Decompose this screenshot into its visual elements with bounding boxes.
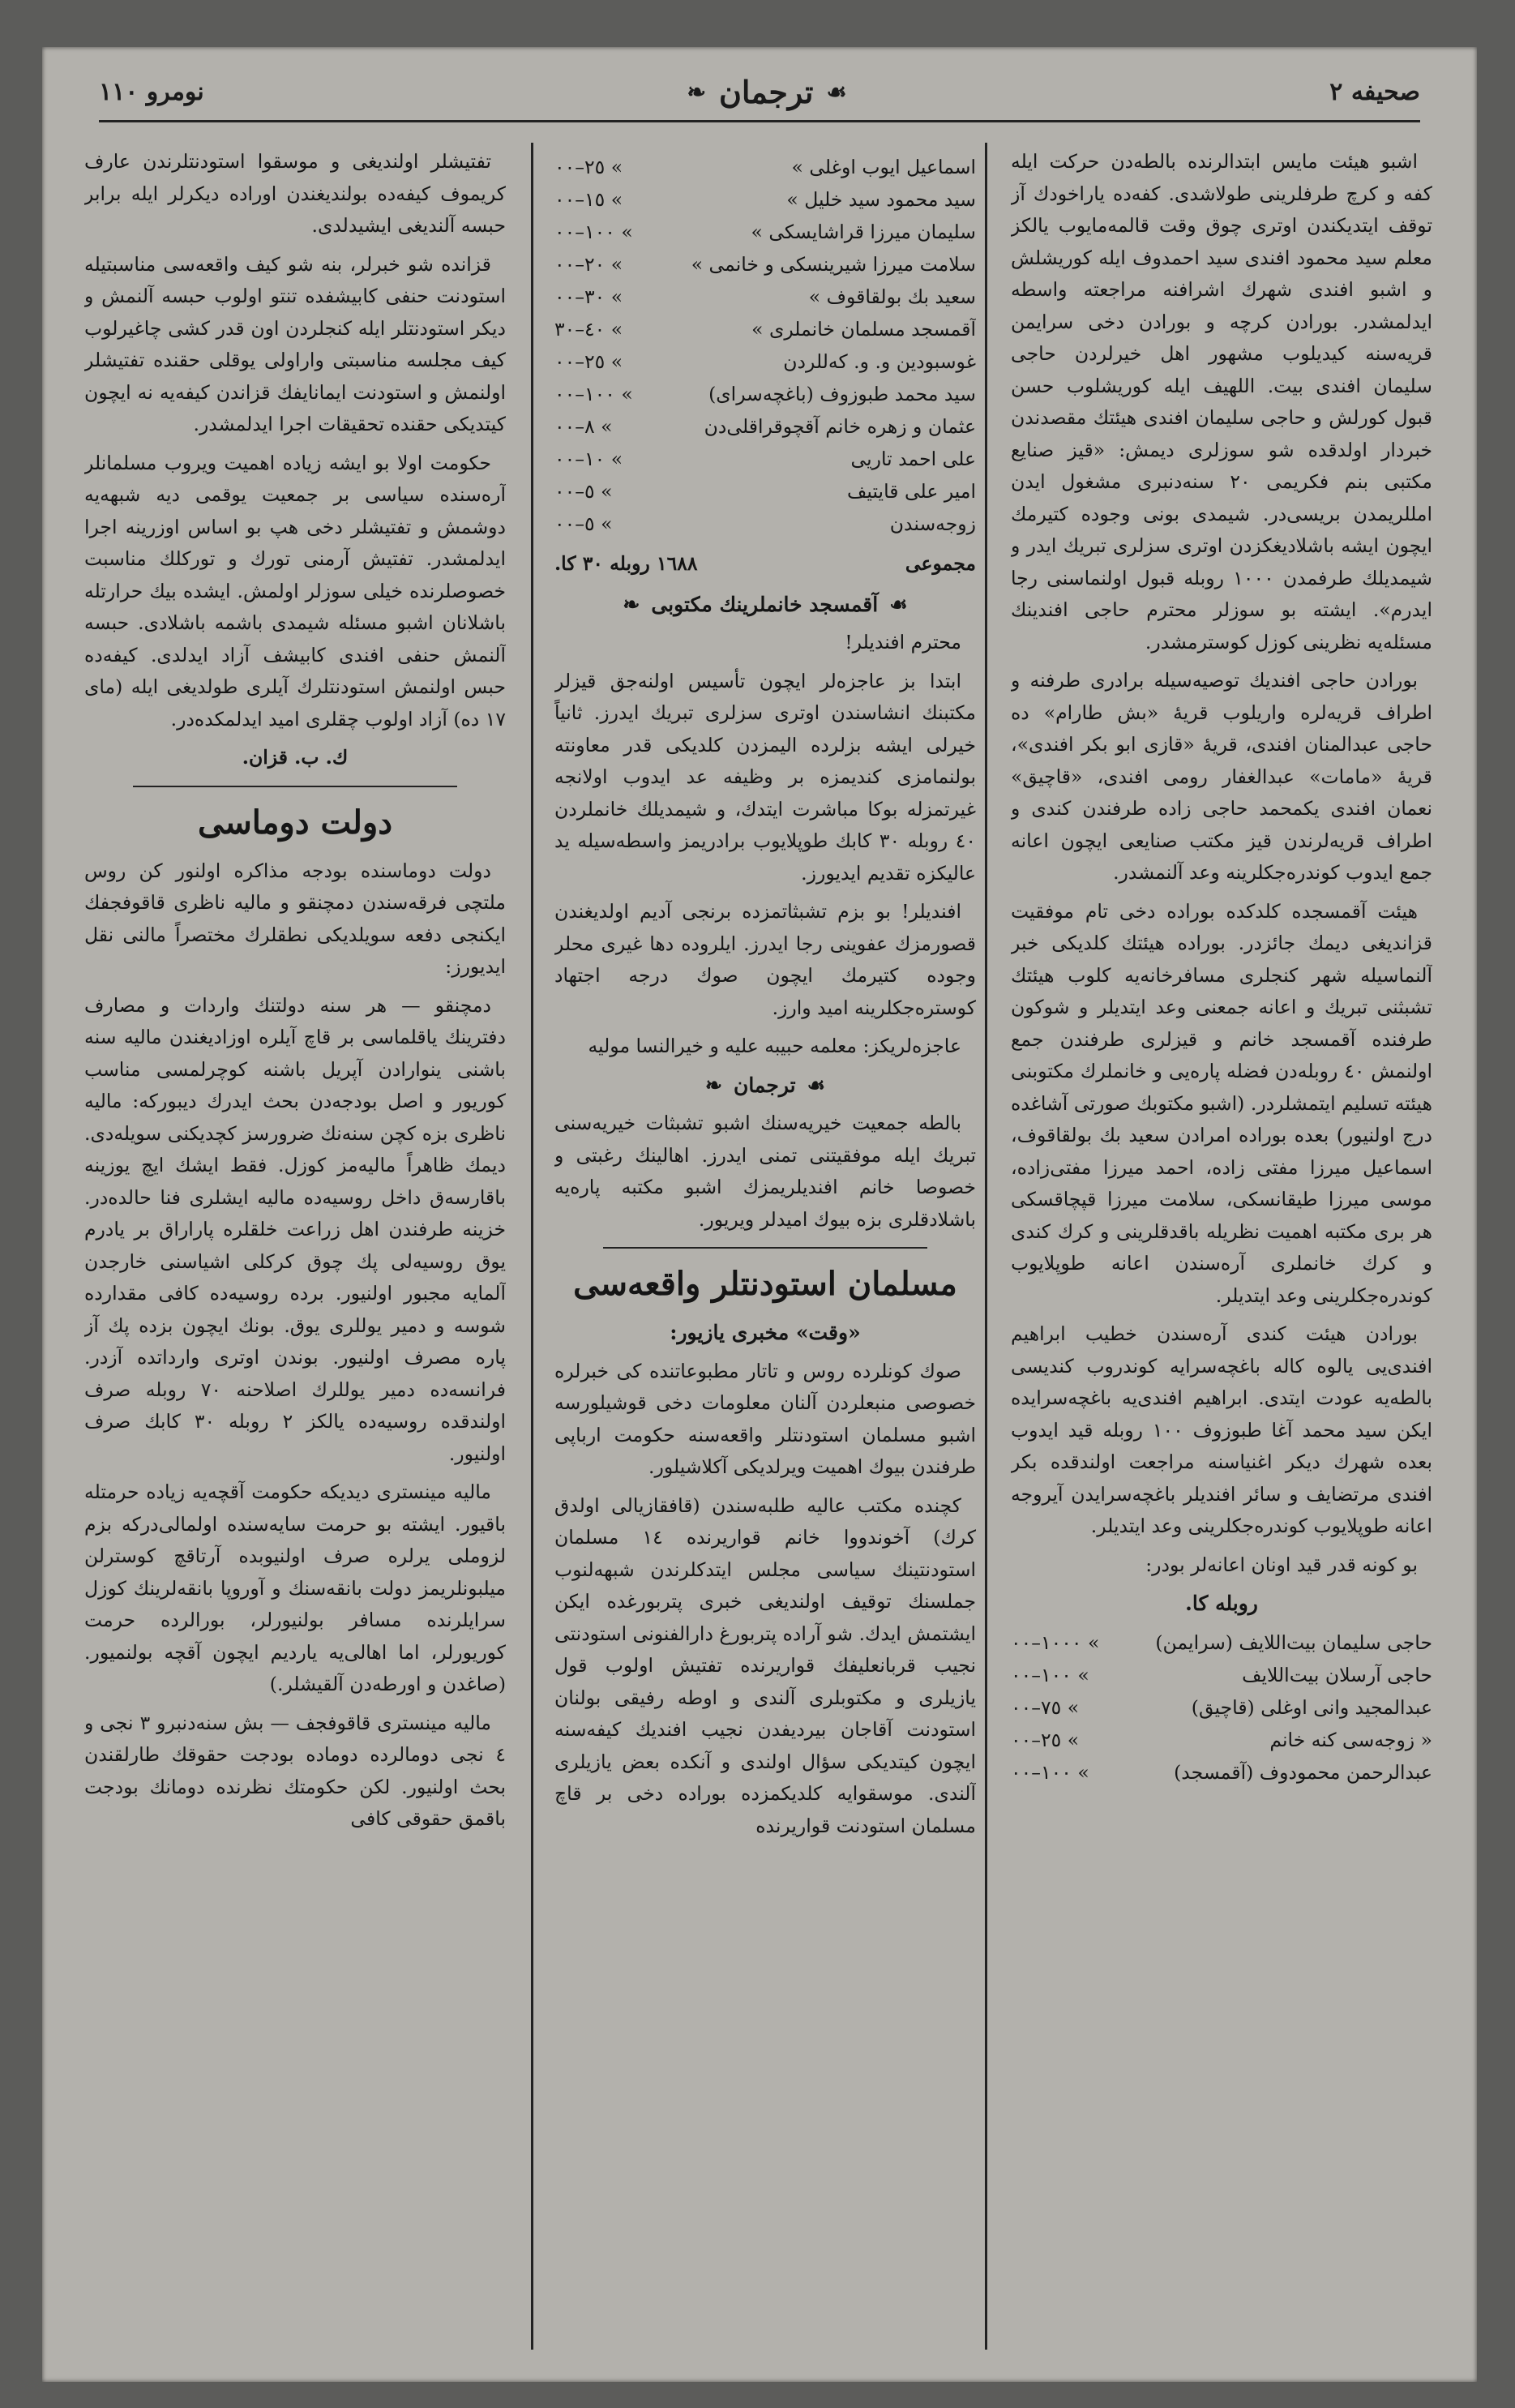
- ornament-icon: ☙: [889, 592, 908, 616]
- ledger-row: [554, 378, 976, 410]
- donation-amount: ٢٠–٠٠ «: [554, 253, 623, 276]
- ledger-row: [554, 508, 976, 540]
- donation-amount: ١٠٠–٠٠ «: [1011, 1663, 1089, 1686]
- donation-amount: ١٠٠٠–٠٠ «: [1011, 1630, 1100, 1654]
- article-paragraph: بالطه جمعيت خيريه‌سنك اشبو تشبثات خيريه‌سنى تبريك ايله موفقيتنى تمنى ايدرز. اهالينك رغبتى و خصوصا خانم افنديلريمزك اشبو مكتبه پاره‌يه باشلادقلرى بزه بيوك اميدلر ويريور.: [554, 1112, 976, 1231]
- ledger-row: [1011, 1659, 1432, 1691]
- article-paragraph: بورادن هيئت كندى آره‌سندن خطيب ابراهيم افندى‌يى يالوه كاله باغچه‌سرايه كوندروب كنديسى بالطه‌يه عودت ايتدى. ابراهيم افندى‌يه باغچه‌سرايده ايكن سيد محمد آغا طبوزوف ١٠٠ روبله قيد ايدوب بعده شهرك ديكر اغنياسنه مراجعت اولندقده بكر افندى مرتضايف و سائر افنديلر باغچه‌سرايدن آيروجه اعانه طوپلايوب كوندره‌جكلرينى وعد ايتديلر.: [1011, 1322, 1432, 1537]
- donation-amount: ١٥–٠٠ «: [554, 188, 623, 211]
- page-number: صحيفه ٢: [1329, 77, 1420, 106]
- donor-name: عبدالرحمن محمودوف (آقمسجد): [1174, 1760, 1432, 1784]
- donor-name: غوسبودين و. و. كه‌للردن: [783, 350, 976, 373]
- donation-amount: ٤٠–٣٠ «: [554, 318, 623, 341]
- article-paragraph: دولت دوماسنده بودجه مذاكره اولنور كن روس ملتچى فرقه‌سندن دمچنقو و ماليه ناظرى قاقوفجفك ايكنجى دفعه سويلديكى نطقلرك مختصراً مالنى نقل ايديورز:: [84, 859, 506, 978]
- newspaper-page: [42, 47, 1477, 2382]
- column-left: [84, 146, 506, 2350]
- donor-name: سلامت ميرزا شيرينسكى و خانمى »: [691, 253, 976, 276]
- donor-name: عبدالمجيد وانى اوغلى (قاچيق): [1191, 1695, 1432, 1719]
- donation-amount: ٧٥–٠٠ «: [1011, 1695, 1080, 1719]
- letter-heading: [554, 1069, 976, 1102]
- article-paragraph: اشبو هيئت مايس ابتدالرنده بالطه‌دن حركت ايله كفه و كرچ طرفلرينى طولاشدى. كفه‌ده ياراخودك آز توقف ايتديكندن اوترى چوق وقت قالمه‌مايوب يالكز معلم سيد محمود افندى سيد احمدوف ايله كوريشلش و اشبو افندى شهرك اشرافنه مراجعته واسطه ايدلمشدر. بورادن كرچه و بورادن دخى سرايمن قريه‌سنه كيديلوب مشهور اهل خيرلردن حاجى سليمان افندى بيت. اللهيف ايله كوريشلوب حسن قبول كورلش و حاجى سليمان افندى هيئتك مقصدندن خبردار اولدقده شو سوزلرى ديمش: «قيز صنايع مكتبى بنم فكريمى ٢٠ سنه‌دنبرى مشغول ايدن امللريمدن بريسى‌در. شيمدى بونى وجوده كتيرمك ايچون ايشه باشلاديغكزدن اوترى سزلرى تبريك ايدر و شيمديلك طرفمدن ١٠٠٠ روبله قبول اولنماسنى رجا ايدرم». ايشته بو سوزلر محترم حاجى افندينك مسئله‌يه نظرينى كوزل كوسترمشدر.: [1011, 150, 1432, 653]
- ledger-row: [554, 281, 976, 313]
- ledger-row: [554, 248, 976, 281]
- ledger-row: [1011, 1626, 1432, 1659]
- donation-amount: ١٠٠–٠٠ «: [1011, 1760, 1089, 1784]
- donation-amount: ٨–٠٠ «: [554, 415, 613, 438]
- ledger-row: [554, 345, 976, 378]
- ledger-row: [1011, 1691, 1432, 1724]
- ledger-row: [554, 443, 976, 475]
- donor-name: امير على قايتيف: [847, 480, 976, 503]
- article-subheading: «وقت» مخبرى يازيور:: [670, 1321, 861, 1344]
- ledger-row: [554, 475, 976, 508]
- donation-amount: ١٠٠–٠٠ «: [554, 383, 633, 405]
- letter-heading-text: ترجمان: [733, 1073, 796, 1097]
- article-paragraph: هيئت آقمسجده كلدكده بوراده دخى تام موفقيت قزانديغى ديمك جائزدر. بوراده هيئتك كلديكى خبر آلنماسيله شهر كنجلرى مسافرخانه‌يه كلوب هيئتك تشبثنى تبريك و اعانه جمعنى وعد ايتديلر و شوكون طرفنده آقمسجد خانم و قيزلرى طرفندن جمع اولنمش ٤٠ روبله‌دن فضله پاره‌يى و خانملرك مكتوبنى هيئته تسليم ايتمشلردر. (اشبو مكتوبك صورتى آشاغده درج اولنيور) بعده بوراده امرادن سعيد بك بولقاقوف، اسماعيل ميرزا مفتى زاده، احمد ميرزا مفتى‌زاده، موسى ميرزا طيقانسكى، سلامت ميرزا قپچاقسكى هر برى مكتبه اهميت نظريله باقدقلرينى و كرك كندى و كرك خانملرى آره‌سندن اعانه طوپلايوب كوندره‌جكلرينى وعد ايتديلر.: [1011, 899, 1432, 1307]
- ledger-row: [554, 216, 976, 248]
- article-paragraph: عاجزه‌لريكز: معلمه حبيبه عليه و خيرالنسا موليه: [588, 1035, 961, 1057]
- ledger-row: [554, 151, 976, 183]
- donor-name: آقمسجد مسلمان خانملرى »: [751, 318, 976, 341]
- ledger-row: [1011, 1724, 1432, 1756]
- donation-amount: ١٠–٠٠ «: [554, 448, 623, 470]
- donation-amount: ١٠٠–٠٠ «: [554, 221, 633, 243]
- ledger-row: [554, 183, 976, 216]
- donor-name: حاجى سليمان بيت‌اللايف (سرايمن): [1155, 1630, 1432, 1654]
- article-heading: مسلمان استودنتلر واقعه‌سى: [573, 1265, 957, 1303]
- section-separator: [133, 786, 457, 787]
- column-middle: [554, 146, 976, 2350]
- donor-name: زوجه‌سندن: [889, 512, 976, 535]
- donor-name: سعيد بك بولقاقوف »: [808, 285, 976, 308]
- page-header: [99, 63, 1420, 122]
- ledger-row: [1011, 1756, 1432, 1789]
- donation-total: [554, 548, 976, 581]
- article-paragraph: دمچنقو — هر سنه دولتنك واردات و مصارف دفترينك ياقلماسى بر قاچ آيلره اوزاديغندن ماليه سنه باشنى ينوارادن آپريل باشنه كوچرلمسى مناسب كوريور و اصل بودجه‌دن بحث ايدرك ديبوركه: ماليه ناظرى بزه كچن سنه‌نك ضرورسز كچديكنى سويله‌دى. ديمك ظاهراً ماليه‌مز كوزل. فقط ايشك ايچ يوزينه باقارسه‌ق داخل روسيه‌ده ماليه ايشلرى فنا حالده‌در. خزينه طرفندن اهل زراعت خلقلره پاراراق بر يادرم يوق روسيه‌لى پك چوق كركلى اشياسنى خارجدن آلمايه مجبور اولنيور. برده روسيه‌ده كافى مقدارده شوسه و دمير يوللرى يوق. بونك ايچون بزده پك آز پاره مصرف اولنيور. بوندن اوترى وارداتده آزدر. فرانسه‌ده دمير يوللرك اصلاحنه ٧٠ روبله صرف اولندقده روسيه‌ده يالكز ٢ روبله ٣٠ كابك صرف اولنيور.: [84, 993, 506, 1465]
- donation-ledger: [554, 151, 976, 540]
- article-paragraph: بورادن حاجى افنديك توصيه‌سيله برادرى طرفنه و اطراف قريه‌لره واريلوب قريهٔ «بش طارام» ده حاجى عبدالمنان افندى، قريهٔ «قازى ابو بكر افندى»، قريهٔ «مامات» عبدالغفار رومى افندى، «قاچيق» نعمان افندى يكمحمد حاجى زاده طرفندن كندى و اطراف قريه‌لرندن قيز مكتب صنايعى ايچون اعانه جمع ايدوب كوندره‌جكلرينه وعد آلنمشدر.: [1011, 669, 1432, 884]
- article-paragraph: كچنده مكتب عاليه طلبه‌سندن (قافقازيالى اولدق كرك) آخوندووا خانم قواريرنده ١٤ مسلمان استودنتينك سياسى مجلس ايتدكلرندن شبهه‌لنوب جملسنك توقيف اولنديغى خبرى پتربورغده ايكن ايشتمش ايدك. شو آراده پتربورغ دارالفنونى استودنتى نجيب قربانعليفك قواريرنده تفتيش اولوب قول يازيلرى و مكتوبلرى آلندى و اوطه رفيقى بولنان استودنت آقاجان بيرديفدن نجيب افنديك كيفه‌سنه ايچون كيتديكى سؤال اولندى و آنكده بعض يازيلرى آلندى. موسقوايه كلديكمزده بوراده دخى بر قاچ مسلمان استودنت قواريرنده: [554, 1493, 976, 1837]
- article-paragraph: حكومت اولا بو ايشه زياده اهميت ويروب مسلمانلر آره‌سنده سياسى بر جمعيت يوقمى ديه شبهه‌يه دوشمش و تفتيشلر دخى هپ بو اساس اوزرينه اجرا ايدلمشدر. تفتيش آرمنى تورك و توركلك مناسبت خصوصلرنده خيلى سوزلر اولمش. ايشده بيك حرارتله باشلانان اشبو مسئله شيمدى باشمه باشلادى. حبسه آلنمش حنفى افندى كابيشف آزاد ايدلدى. كيفه‌ده حبس اولنمش استودنتلرك آيلرى طولديغى ايله (ماى ١٧ ده) آزاد اولوب چقلرى اميد ايدلمكده‌در.: [84, 451, 506, 731]
- article-paragraph: افنديلر! بو بزم تشبثاتمزده برنجى آديم اولديغندن قصورمزك عفوينى رجا ايدرز. ايلروده دها غيرى محلر وجوده كتيرمك ايچون صوك درجه اجتهاد كوستره‌جكلرينه اميد وارز.: [554, 900, 976, 1019]
- ornament-icon: ☙: [807, 1073, 826, 1097]
- donation-amount: ٢٥–٠٠ «: [554, 350, 623, 373]
- letter-heading-text: آقمسجد خانملرينك مكتوبى: [651, 592, 879, 616]
- donor-name: سليمان ميرزا قراشايسكى »: [751, 221, 976, 243]
- donor-name: « زوجه‌سى كنه خانم: [1269, 1728, 1432, 1751]
- donor-name: سيد محمود سيد خليل »: [786, 188, 976, 211]
- article-heading: دولت دوماسى: [197, 803, 393, 842]
- masthead-text: ترجمان: [718, 73, 814, 110]
- article-paragraph: ابتدا بز عاجزه‌لر ايچون تأسيس اولنه‌جق قيزلر مكتبنك انشاسندن اوترى سزلرى تبريك ايدرز. ثانياً خيرلى ايشه بزلرده اليمزدن كلديكى قدر معاونته بولنمامزى كنديمزه بر وظيفه عد ايدوب اولانجه غيرتمزله بوكا مباشرت ايتدك، و شيمديلك خانملردن ٤٠ روبله ٣٠ كابك طوپلايوب برادريمز واسطه‌سيله يد عاليكزه تقديم ايديورز.: [554, 669, 976, 885]
- donation-amount: ٢٥–٠٠ «: [1011, 1728, 1080, 1751]
- ornament-icon: ❧: [623, 592, 640, 616]
- section-separator: [603, 1247, 927, 1249]
- library-stamp: [49, 144, 78, 533]
- masthead-title: [687, 74, 846, 110]
- ledger-row: [554, 313, 976, 345]
- column-divider-left: [531, 143, 533, 2350]
- article-paragraph: صوك كونلرده روس و تاتار مطبوعاتنده كى خبرلره خصوصى منبعلردن آلنان معلومات دخى قوشيلورسه اشبو مسلمان استودنتلر واقعه‌سنه حكومت ارباپى طرفندن بيوك اهميت ويرلديكى آكلاشيلور.: [554, 1359, 976, 1478]
- total-label: مجموعى: [905, 552, 976, 575]
- donation-amount: ٥–٠٠ «: [554, 480, 613, 503]
- total-amount: ١٦٨٨ روبله ٣٠ كا.: [554, 552, 698, 575]
- donor-name: عثمان و زهره خانم آقچوقراقلى‌دن: [704, 415, 976, 438]
- article-paragraph: ماليه مينسترى قاقوفجف — بش سنه‌دنبرو ٣ نجى و ٤ نجى دومالرده دوماده بودجت حقوقك طارلقندن بحث اولنيور. لكن حكومتك نظرنده دومانك بودجت باقمق حقوقى كافى: [84, 1711, 506, 1830]
- letter-heading: [554, 589, 976, 621]
- ledger-row: [554, 410, 976, 443]
- column-right: [1011, 146, 1432, 2350]
- article-paragraph: قزانده شو خبرلر، بنه شو كيف واقعه‌سى مناسبتيله استودنت حنفى كابيشفده تنتو اولوب حبسه آلنمش و ديكر استودنتلر ايله كنجلردن اون قدر كشى چاغيرلوب كيف مجلسه مناسبتى واراولى يوقلى حقنده تفتيشلر اولنمش و استودنت ايمانايفك قزاندن كيفه‌يه نه ايچون كيتديكى حقنده تحقيقات اجرا ايدلمشدر.: [84, 252, 506, 435]
- donor-name: حاجى آرسلان بيت‌اللايف: [1242, 1663, 1432, 1686]
- donation-amount: ٢٥–٠٠ «: [554, 156, 623, 178]
- donation-amount: ٣٠–٠٠ «: [554, 285, 623, 308]
- ornament-left-icon: ❧: [687, 78, 706, 105]
- ornament-right-icon: ☙: [826, 78, 847, 105]
- donation-amount: ٥–٠٠ «: [554, 512, 613, 535]
- article-paragraph: بو كونه قدر قيد اونان اعانه‌لر بودر:: [1145, 1553, 1418, 1576]
- article-paragraph: محترم افنديلر!: [845, 631, 961, 653]
- donor-name: اسماعيل ايوب اوغلى »: [791, 156, 976, 178]
- donation-ledger: [1011, 1626, 1432, 1789]
- article-paragraph: ماليه مينسترى ديديكه حكومت آقچه‌يه زياده حرمتله باقيور. ايشته بو حرمت سايه‌سنده اولمالى‌دركه بزم لزوملى يرلره صرف اولنيوبده آرتاقچ كوسترلن ميلبونلريمز دولت بانقه‌سنك و آوروپا بانقه‌لرينك كوزل سرايلرنده مسافر بولنيورلر، بورالرده حرمت كوريورلر، اما اهالى‌يه يارديم ايچون آقچه بولنميور. (صاغدن و اورطه‌دن آلقيشلر.): [84, 1480, 506, 1695]
- donor-name: سيد محمد طبوزوف (باغچه‌سراى): [708, 383, 976, 405]
- column-divider-right: [985, 143, 987, 2350]
- article-paragraph: تفتيشلر اولنديغى و موسقوا استودنتلرندن عارف كريموف كيفه‌ده بولنديغندن اوراده ديكرلر ايله برابر حبسه آلنديغى ايشيدلدى.: [84, 150, 506, 237]
- donor-name: على احمد تاريى: [850, 448, 976, 470]
- ornament-icon: ❧: [705, 1073, 722, 1097]
- issue-number: نومرو ١١٠: [99, 77, 204, 106]
- article-signature: ك. ب. قزان.: [242, 746, 349, 769]
- ledger-unit-header: روبله كا.: [1185, 1592, 1258, 1615]
